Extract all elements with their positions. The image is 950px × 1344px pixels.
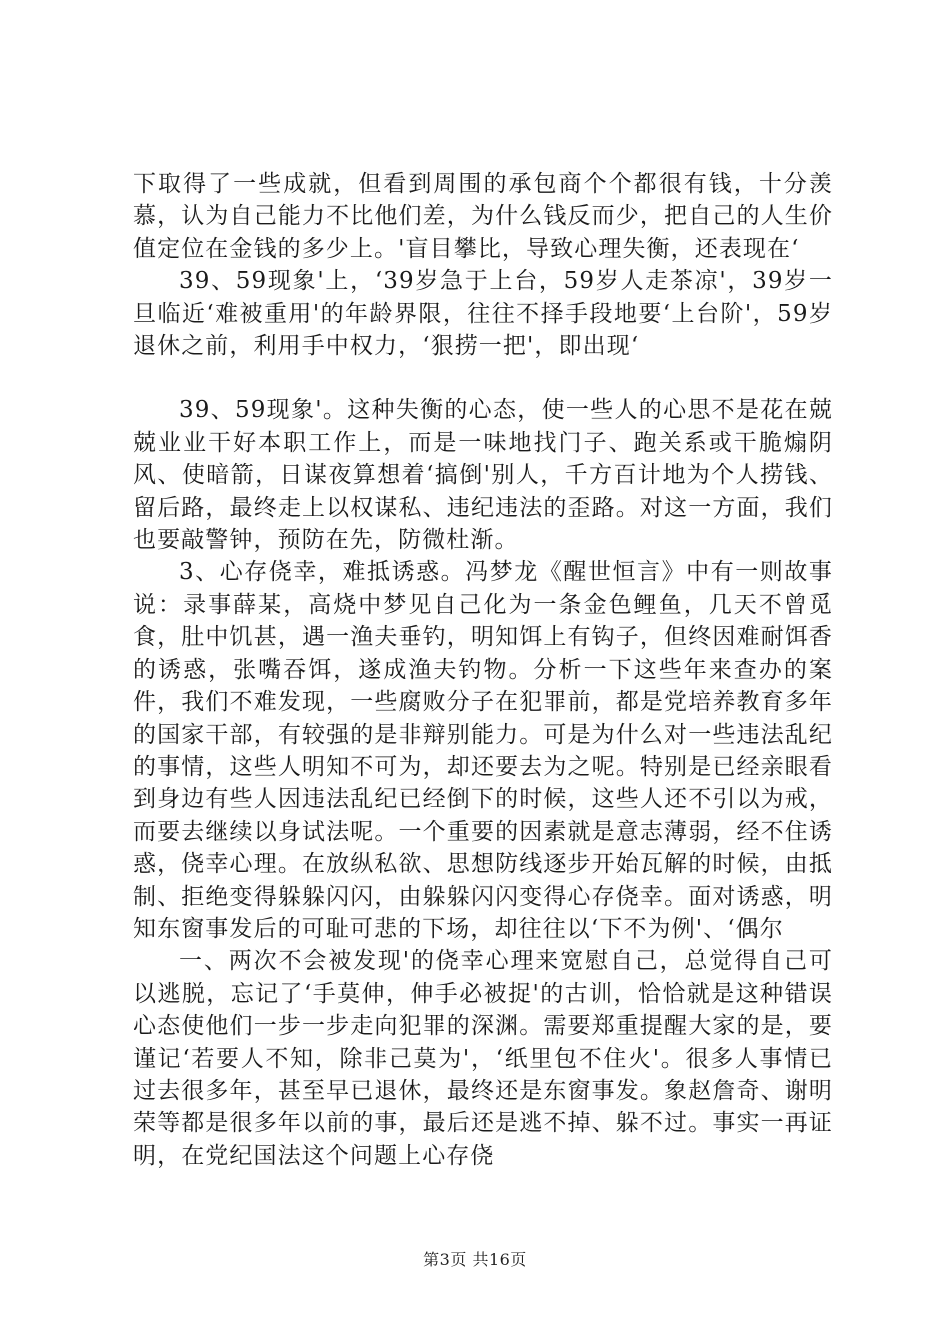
paragraph-5: 一、两次不会被发现'的侥幸心理来宽慰自己，总觉得自己可以逃脱，忘记了‘手莫伸，伸手必被捉'的古训，恰恰就是这种错误心态使他们一步一步走向犯罪的深渊。需要郑重提醒大家的是，要谨记‘若要人不知，除非己莫为'，‘纸里包不住火'。很多人事情已过去很多年，甚至早已退休，最终还是东窗事发。象赵詹奇、谢明荣等都是很多年以前的事，最后还是逃不掉、躲不过。事实一再证明，在党纪国法这个问题上心存侥 xyxy=(133,948,833,1169)
page-number-footer: 第3页 共16页 xyxy=(423,1250,527,1269)
paragraph-3: 39、59现象'。这种失衡的心态，使一些人的心思不是花在兢兢业业干好本职工作上，而是一味地找门子、跑关系或干脆煽阴风、使暗箭，日谋夜算想着‘搞倒'别人，千方百计地为个人捞钱、留后路，最终走上以权谋私、违纪违法的歪路。对这一方面，我们也要敲警钟，预防在先，防微杜渐。 xyxy=(133,397,833,554)
paragraph-1: 下取得了一些成就，但看到周围的承包商个个都很有钱，十分羡慕，认为自己能力不比他们差，为什么钱反而少，把自己的人生价值定位在金钱的多少上。'盲目攀比，导致心理失衡，还表现在‘ xyxy=(133,171,833,262)
document-body xyxy=(133,168,833,1172)
paragraph-4: 3、心存侥幸，难抵诱惑。冯梦龙《醒世恒言》中有一则故事说：录事薛某，高烧中梦见自己化为一条金色鲤鱼，几天不曾觅食，肚中饥甚，遇一渔夫垂钓，明知饵上有钩子，但终因难耐饵香的诱惑，张嘴吞饵，遂成渔夫钓物。分析一下这些年来查办的案件，我们不难发现，一些腐败分子在犯罪前，都是党培养教育多年的国家干部，有较强的是非辩别能力。可是为什么对一些违法乱纪的事情，这些人明知不可为，却还要去为之呢。特别是已经亲眼看到身边有些人因违法乱纪已经倒下的时候，这些人还不引以为戒，而要去继续以身试法呢。一个重要的因素就是意志薄弱，经不住诱惑，侥幸心理。在放纵私欲、思想防线逐步开始瓦解的时候，由抵制、拒绝变得躲躲闪闪，由躲躲闪闪变得心存侥幸。面对诱惑，明知东窗事发后的可耻可悲的下场，却往往以‘下不为例'、‘偶尔 xyxy=(133,559,833,942)
paragraph-2: 39、59现象'上，‘39岁急于上台，59岁人走茶凉'，39岁一旦临近‘难被重用'的年龄界限，往往不择手段地要‘上台阶'，59岁退休之前，利用手中权力，‘狠捞一把'，即出现‘ xyxy=(133,268,833,360)
